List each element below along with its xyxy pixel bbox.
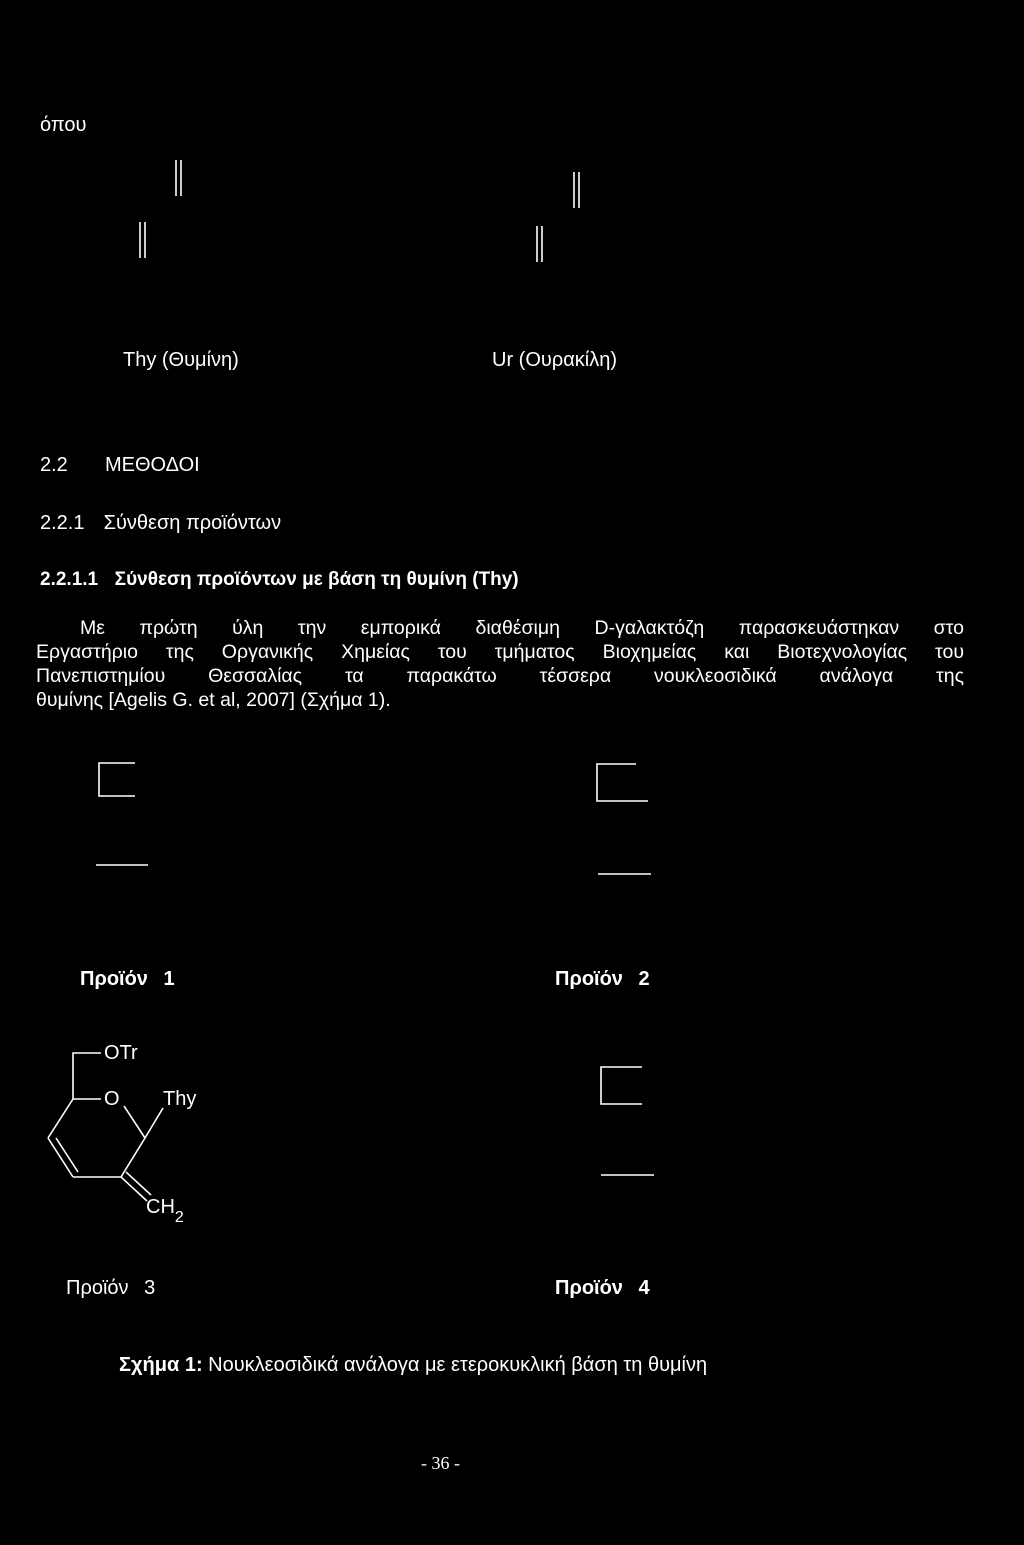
subsection-number: 2.2.1 (40, 512, 85, 534)
product1-label: Προϊόν 1 (80, 968, 175, 990)
paragraph-line: Πανεπιστημίου Θεσσαλίας τα παρακάτω τέσσερα νουκλεοσιδικά ανάλογα της (36, 665, 964, 687)
subsubsection-title: Σύνθεση προϊόντων με βάση τη θυμίνη (Thy) (114, 569, 519, 590)
section-heading (40, 454, 200, 477)
product3-ch2-subscript: 2 (174, 1209, 184, 1226)
where-word: όπου (40, 114, 87, 136)
product3-label: Προϊόν 3 (66, 1277, 156, 1299)
section-title: ΜΕΘΟΔΟΙ (104, 454, 200, 476)
product3-o-ring (124, 1106, 145, 1138)
body-paragraph (36, 616, 964, 712)
product3-ring-left (48, 1099, 73, 1138)
product3-o: O (104, 1088, 120, 1110)
product3-ch: CH (146, 1196, 175, 1218)
paragraph-line: Με πρώτη ύλη την εμπορικά διαθέσιμη D-γαλακτόζη παρασκευάστηκαν στο (80, 617, 964, 639)
product2-label: Προϊόν 2 (555, 968, 650, 990)
paragraph-line: Εργαστήριο της Οργανικής Χημείας του τμήματος Βιοχημείας και Βιοτεχνολογίας του (36, 641, 964, 663)
subsection-heading (40, 512, 281, 535)
product3-thy: Thy (163, 1088, 197, 1110)
product3-otr-bond (73, 1053, 101, 1099)
section-number: 2.2 (40, 454, 68, 476)
product4-bracket (601, 1067, 642, 1104)
thy-label: Thy (Θυμίνη) (123, 349, 239, 371)
subsubsection-heading (40, 569, 519, 591)
figure-caption-label: Σχήμα 1: (119, 1354, 203, 1376)
subsubsection-number: 2.2.1.1 (40, 569, 99, 590)
product3-otr: OTr (104, 1042, 138, 1064)
figure-caption-text: Νουκλεοσιδικά ανάλογα με ετεροκυκλική βάση τη θυμίνη (202, 1354, 708, 1376)
product3-ch2 (146, 1196, 184, 1226)
product1-bracket (99, 763, 135, 796)
paragraph-line: θυμίνης [Agelis G. et al, 2007] (Σχήμα 1). (36, 689, 391, 711)
figure-caption (119, 1354, 707, 1377)
product3-methylene (121, 1177, 147, 1201)
product2-bracket (597, 764, 648, 801)
subsection-title: Σύνθεση προϊόντων (103, 512, 282, 534)
product4-label: Προϊόν 4 (555, 1277, 650, 1299)
product3-thy-bond (145, 1108, 163, 1138)
ur-label: Ur (Ουρακίλη) (492, 349, 617, 371)
page-number: - 36 - (421, 1453, 460, 1473)
